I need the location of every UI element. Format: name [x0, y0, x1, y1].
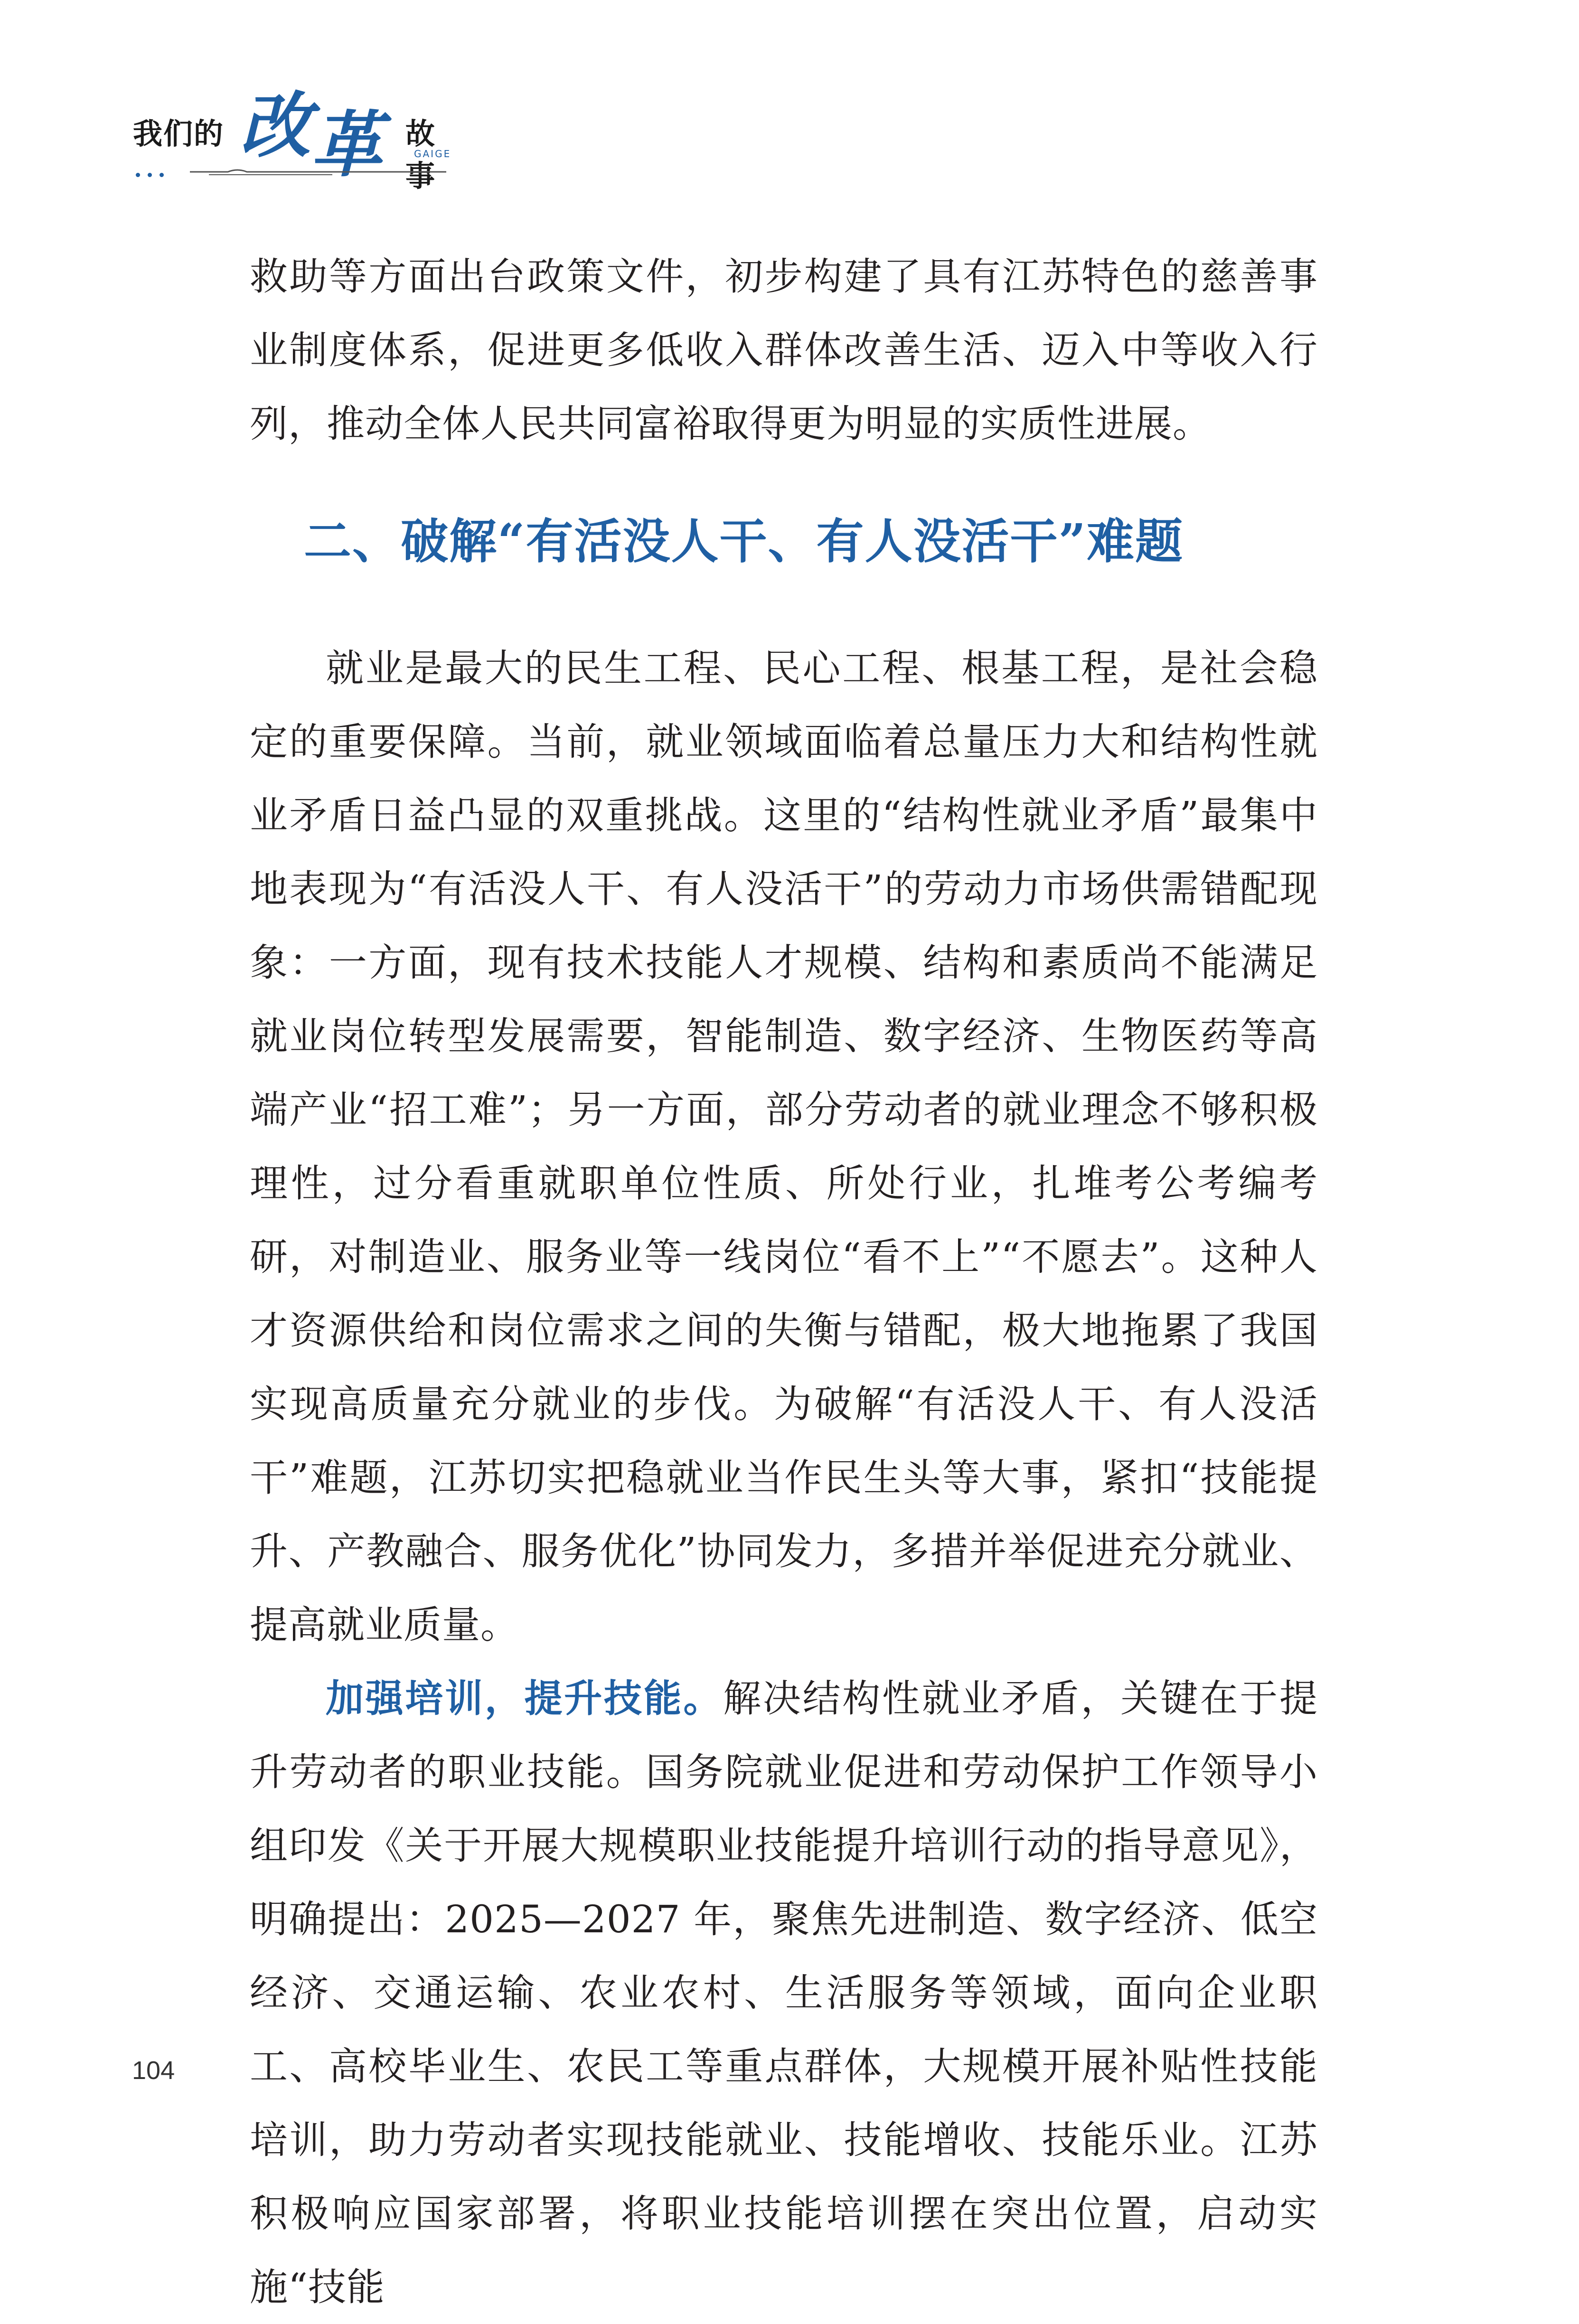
paragraph-training [250, 1662, 1318, 2324]
paragraph-training-text: 解决结构性就业矛盾，关键在于提升劳动者的职业技能。国务院就业促进和劳动保护工作领导小组印发《关于开展大规模职业技能提升培训行动的指导意见》，明确提出：2025—2027 年，聚焦先进制造、数字经济、低空经济、交通运输、农业农村、生活服务等领域，面向企业职工、高校毕业生、农民工等重点群体，大规模开展补贴性技能培训，助力劳动者实现技能就业、技能增收、技能乐业。江苏积极响应国家部署，将职业技能培训摆在突出位置，启动实施“技能 [250, 1676, 1318, 2309]
paragraph-employment: 就业是最大的民生工程、民心工程、根基工程，是社会稳定的重要保障。当前，就业领域面临着总量压力大和结构性就业矛盾日益凸显的双重挑战。这里的“结构性就业矛盾”最集中地表现为“有活没人干、有人没活干”的劳动力市场供需错配现象：一方面，现有技术技能人才规模、结构和素质尚不能满足就业岗位转型发展需要，智能制造、数字经济、生物医药等高端产业“招工难”；另一方面，部分劳动者的就业理念不够积极理性，过分看重就职单位性质、所处行业，扎堆考公考编考研，对制造业、服务业等一线岗位“看不上”“不愿去”。这种人才资源供给和岗位需求之间的失衡与错配，极大地拖累了我国实现高质量充分就业的步伐。为破解“有活没人干、有人没活干”难题，江苏切实把稳就业当作民生头等大事，紧扣“技能提升、产教融合、服务优化”协同发力，多措并举促进充分就业、提高就业质量。 [250, 646, 1318, 1647]
page-number: 104 [132, 2056, 175, 2085]
header-big-char-1: 改 [240, 84, 311, 168]
running-header [133, 76, 451, 195]
header-swoosh-line [190, 166, 446, 177]
header-text-right: 故事 [405, 116, 436, 193]
paragraph-lead-phrase: 加强培训，提升技能。 [326, 1676, 724, 1721]
section-heading: 二、破解“有活没人干、有人没活干”难题 [304, 513, 1184, 569]
header-big-char-2: 革 [311, 103, 383, 187]
header-subtitle: GAIGE [414, 148, 451, 160]
header-text-left: 我们的 [133, 116, 225, 151]
body-paragraphs [250, 631, 1318, 2324]
intro-paragraph: 救助等方面出台政策文件，初步构建了具有江苏特色的慈善事业制度体系，促进更多低收入群体改善生活、迈入中等收入行列，推动全体人民共同富裕取得更为明显的实质性进展。 [250, 254, 1318, 446]
header-dots-decoration [136, 170, 174, 179]
intro-paragraph-block [250, 240, 1318, 461]
